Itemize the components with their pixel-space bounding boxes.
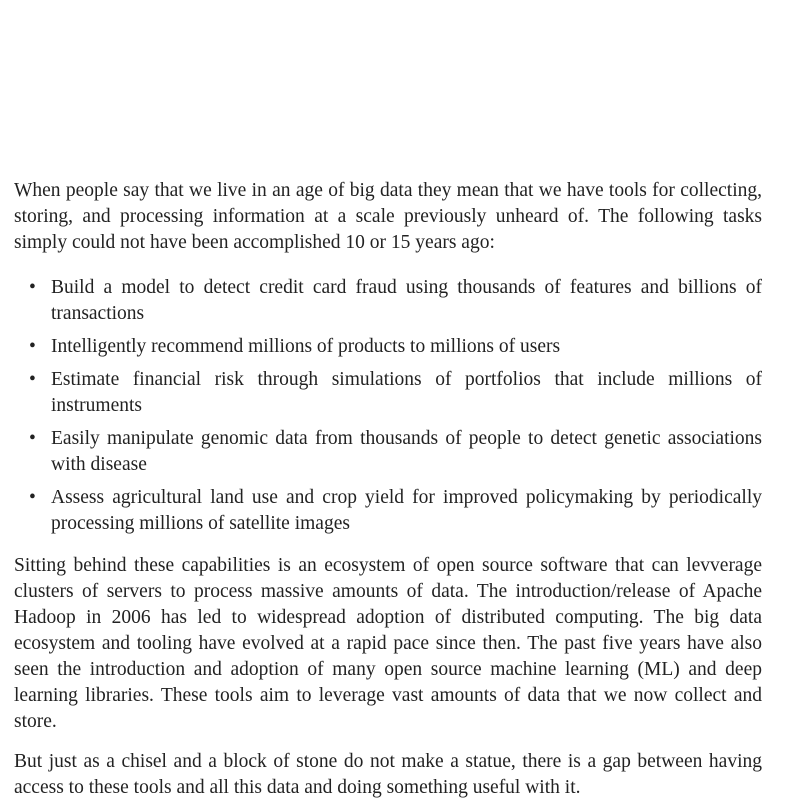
ecosystem-paragraph: Sitting behind these capabilities is an ecosystem of open source software that can levverage clusters of servers to process massive amounts of data. The introduction/release of Apache Hadoop in 2006 has led to widespread adoption of distributed computing. The big data ecosystem and tooling have evolved at a rapid pace since then. The past five years have also seen the introduction and adoption of many open source machine learning (ML) and deep learning libraries. These tools aim to leverage vast amounts of data that we now collect and store. (14, 555, 762, 732)
intro-paragraph: When people say that we live in an age of big data they mean that we have tools for collecting, storing, and processing information at a scale previously unheard of. The following tasks simply could not have been accomplished 10 or 15 years ago: (14, 180, 762, 253)
page-body-text (14, 178, 762, 800)
bullet-item-recommendations: • Intelligently recommend millions of products to millions of users (14, 334, 762, 360)
bullet-item-financial-risk: • Estimate financial risk through simulations of portfolios that include millions of instruments (14, 367, 762, 419)
bullet-item-satellite-images: • Assess agricultural land use and crop yield for improved policymaking by periodically processing millions of satellite images (14, 485, 762, 537)
chisel-paragraph: But just as a chisel and a block of stone do not make a statue, there is a gap between having access to these tools and all this data and doing something useful with it. (14, 751, 762, 798)
bullet-item-fraud-detection: • Build a model to detect credit card fraud using thousands of features and billions of transactions (14, 275, 762, 327)
task-bullet-list (14, 275, 762, 537)
bullet-item-genomic-data: • Easily manipulate genomic data from thousands of people to detect genetic associations with disease (14, 426, 762, 478)
